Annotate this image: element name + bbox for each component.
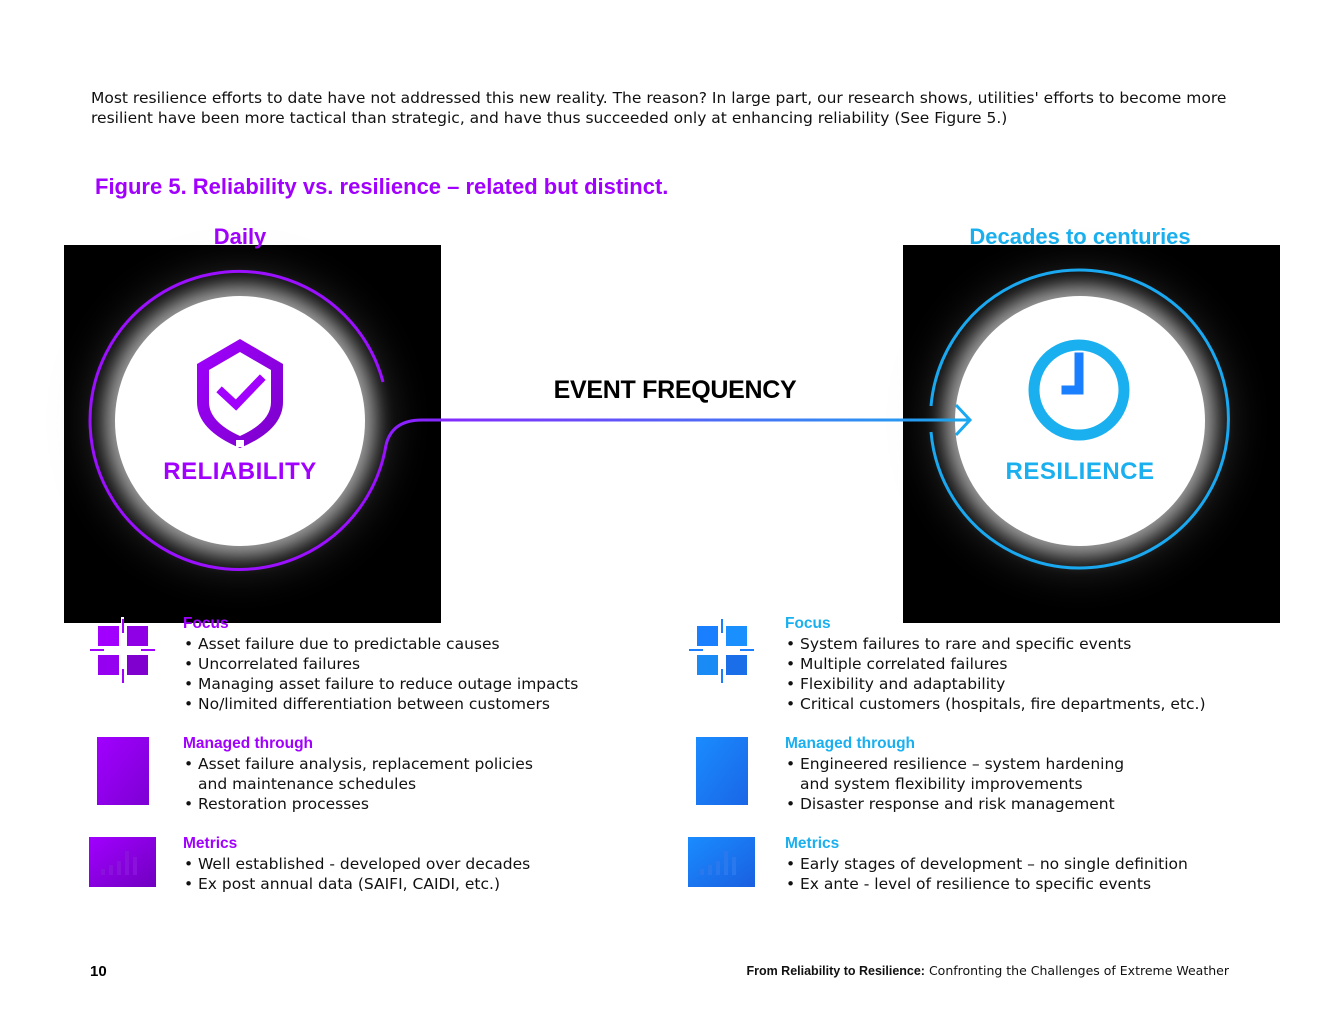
list-item: • Engineered resilience – system hardening and system flexibility improvements: [785, 754, 1320, 794]
event-frequency-label: EVENT FREQUENCY: [553, 376, 797, 404]
list-item: • Asset failure analysis, replacement policies and maintenance schedules: [183, 754, 743, 794]
resilience-label: RESILIENCE: [1005, 458, 1155, 485]
resilience-managed-heading: Managed through: [785, 735, 916, 752]
list-item: • Critical customers (hospitals, fire departments, etc.): [785, 694, 1320, 714]
reliability-metrics-heading: Metrics: [183, 835, 238, 852]
reliability-metrics-list: [183, 854, 743, 894]
resilience-metrics-list: [785, 854, 1320, 894]
footer-title-rest: Confronting the Challenges of Extreme Weather: [924, 963, 1229, 978]
list-item: • Restoration processes: [183, 794, 743, 814]
reliability-metrics: [183, 834, 743, 894]
list-item: • Early stages of development – no single definition: [785, 854, 1320, 874]
focus-target-icon: [688, 617, 756, 685]
focus-target-icon: [89, 617, 157, 685]
list-item: • Managing asset failure to reduce outage impacts: [183, 674, 743, 694]
bar-chart-icon: [89, 837, 156, 887]
list-item: • Well established - developed over decades: [183, 854, 743, 874]
list-item: • Uncorrelated failures: [183, 654, 743, 674]
right-timescale-label: Decades to centuries: [969, 224, 1191, 249]
resilience-managed-list: [785, 754, 1320, 814]
list-item: • Asset failure due to predictable causes: [183, 634, 743, 654]
list-item: • No/limited differentiation between customers: [183, 694, 743, 714]
resilience-metrics: [785, 834, 1320, 894]
footer-title-bold: From Reliability to Resilience:: [746, 964, 925, 978]
resilience-managed: [785, 734, 1320, 814]
reliability-focus-list: [183, 634, 743, 714]
resilience-ring: [931, 270, 1228, 568]
list-item: • Disaster response and risk management: [785, 794, 1320, 814]
reliability-focus: [183, 614, 743, 714]
list-item: • Ex ante - level of resilience to specific events: [785, 874, 1320, 894]
resilience-focus-list: [785, 634, 1320, 714]
list-item: • Flexibility and adaptability: [785, 674, 1320, 694]
footer-title: [746, 963, 1229, 978]
document-icon: [97, 737, 149, 805]
left-timescale-label: Daily: [213, 224, 267, 249]
reliability-managed: [183, 734, 743, 814]
reliability-focus-heading: Focus: [183, 615, 229, 632]
figure-title: Figure 5. Reliability vs. resilience – related but distinct.: [95, 174, 669, 199]
resilience-focus-heading: Focus: [785, 615, 831, 632]
list-item: • Multiple correlated failures: [785, 654, 1320, 674]
shield-check-icon: [197, 339, 283, 448]
reliability-managed-heading: Managed through: [183, 735, 314, 752]
document-icon: [696, 737, 748, 805]
reliability-managed-list: [183, 754, 743, 814]
event-frequency-arrow: [386, 420, 968, 445]
clock-icon: [1034, 345, 1124, 435]
resilience-focus: [785, 614, 1320, 714]
resilience-metrics-heading: Metrics: [785, 835, 840, 852]
bar-chart-icon: [688, 837, 755, 887]
page-number: 10: [90, 963, 107, 980]
list-item: • System failures to rare and specific events: [785, 634, 1320, 654]
reliability-label: RELIABILITY: [163, 458, 317, 485]
list-item: • Ex post annual data (SAIFI, CAIDI, etc.): [183, 874, 743, 894]
intro-paragraph: Most resilience efforts to date have not addressed this new reality. The reason? In large part, our research shows, utilities' efforts to become more resilient have been more tactical than strategic, and have thus succeeded only at enhancing reliability (See Figure 5.): [91, 89, 1227, 127]
